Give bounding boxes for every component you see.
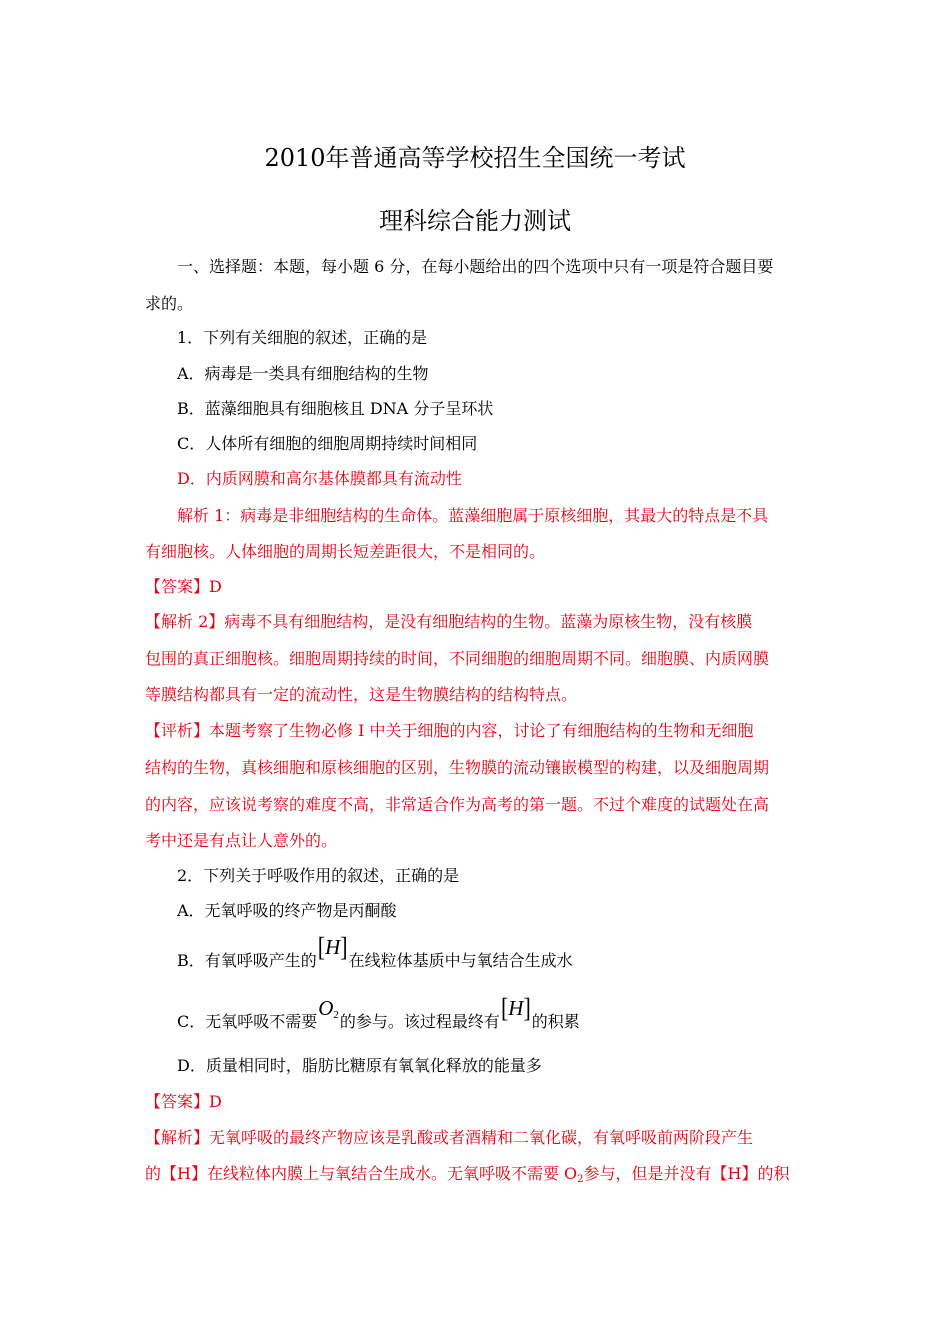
q1-option-c: C．人体所有细胞的细胞周期持续时间相同 xyxy=(177,434,478,453)
q1-analysis1-line1: 解析 1：病毒是非细胞结构的生命体。蓝藻细胞属于原核细胞，其最大的特点是不具 xyxy=(177,506,769,525)
q2-analysis-line2-b: 参与，但是并没有【H】的积 xyxy=(583,1164,790,1183)
section-instruction-line2: 求的。 xyxy=(145,294,194,313)
q2-analysis-line1: 【解析】无氧呼吸的最终产物应该是乳酸或者酒精和二氧化碳，有氧呼吸前两阶段产生 xyxy=(145,1128,754,1147)
q2-option-c xyxy=(177,991,580,1037)
q2-analysis-line2-a: 的【H】在线粒体内膜上与氧结合生成水。无氧呼吸不需要 O xyxy=(145,1164,578,1183)
q2-stem: 2．下列关于呼吸作用的叙述，正确的是 xyxy=(177,866,460,885)
q1-analysis2-line1: 【解析 2】病毒不具有细胞结构，是没有细胞结构的生物。蓝藻为原核生物，没有核膜 xyxy=(145,612,753,631)
q1-comment-line1: 【评析】本题考察了生物必修 I 中关于细胞的内容，讨论了有细胞结构的生物和无细胞 xyxy=(145,721,754,740)
q1-option-d: D．内质网膜和高尔基体膜都具有流动性 xyxy=(177,469,462,488)
q1-option-b: B．蓝藻细胞具有细胞核且 DNA 分子呈环状 xyxy=(177,399,494,418)
q2-analysis-line2-sub: 2 xyxy=(577,1174,584,1185)
q2-option-b-text-before: B．有氧呼吸产生的 xyxy=(177,951,317,970)
q2-answer: 【答案】D xyxy=(145,1092,222,1111)
q1-comment-line2: 结构的生物，真核细胞和原核细胞的区别，生物膜的流动镶嵌模型的构建，以及细胞周期 xyxy=(145,758,770,777)
q1-option-a: A．病毒是一类具有细胞结构的生物 xyxy=(177,364,429,383)
q1-stem: 1．下列有关细胞的叙述，正确的是 xyxy=(177,328,428,347)
q2-analysis-line2 xyxy=(145,1164,790,1190)
q1-analysis2-line2: 包围的真正细胞核。细胞周期持续的时间，不同细胞的细胞周期不同。细胞膜、内质网膜 xyxy=(145,649,770,668)
hydrogen-math-symbol: [H] xyxy=(500,991,531,1023)
q2-option-b-text-after: 在线粒体基质中与氧结合生成水 xyxy=(348,951,573,970)
section-instruction-line1: 一、选择题：本题，每小题 6 分，在每小题给出的四个选项中只有一项是符合题目要 xyxy=(177,257,774,276)
q2-option-d: D．质量相同时，脂肪比糖原有氧氧化释放的能量多 xyxy=(177,1056,542,1075)
q2-option-c-text-after: 的积累 xyxy=(531,1012,580,1031)
q1-answer: 【答案】D xyxy=(145,577,222,596)
oxygen-math-symbol: $O_2$ xyxy=(318,996,339,1021)
q2-option-c-text-middle: 的参与。该过程最终有 xyxy=(339,1012,500,1031)
exam-title: 2010年普通高等学校招生全国统一考试 xyxy=(264,144,686,172)
q1-analysis2-line3: 等膜结构都具有一定的流动性，这是生物膜结构的结构特点。 xyxy=(145,685,578,704)
q1-analysis1-line2: 有细胞核。人体细胞的周期长短差距很大，不是相同的。 xyxy=(145,542,546,561)
q1-comment-line4: 考中还是有点让人意外的。 xyxy=(145,831,338,850)
q2-option-b xyxy=(177,930,573,971)
hydrogen-math-symbol: [H] xyxy=(317,930,348,962)
q2-option-c-text-before: C．无氧呼吸不需要 xyxy=(177,1012,318,1031)
q2-option-a: A．无氧呼吸的终产物是丙酮酸 xyxy=(177,901,397,920)
exam-subtitle: 理科综合能力测试 xyxy=(379,207,571,235)
q1-comment-line3: 的内容，应该说考察的难度不高，非常适合作为高考的第一题。不过个难度的试题处在高 xyxy=(145,795,770,814)
